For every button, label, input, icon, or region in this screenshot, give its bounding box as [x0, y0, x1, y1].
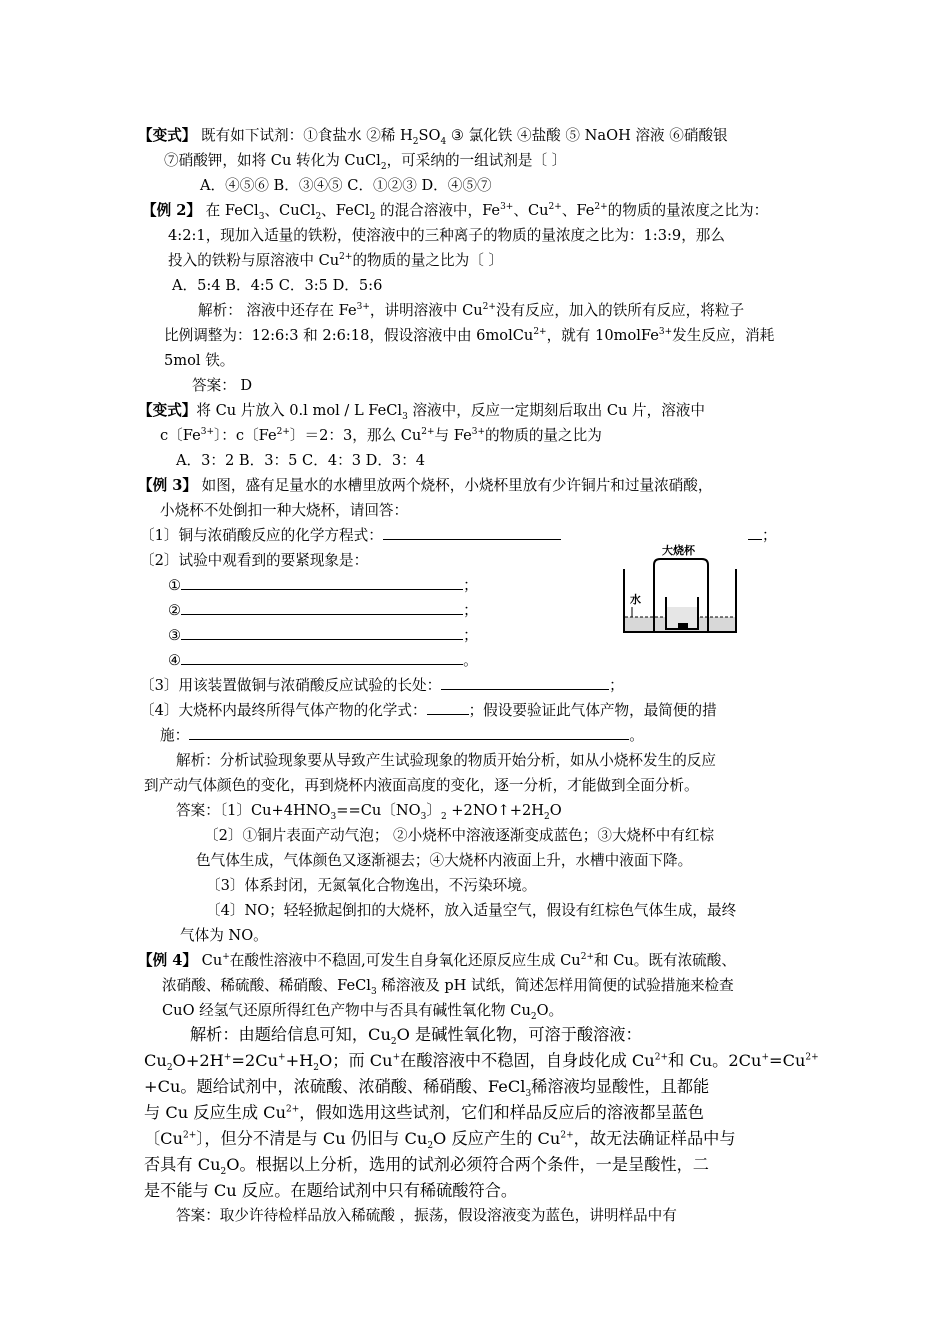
big-beaker-label: 大烧杯 — [662, 544, 695, 557]
example-3-answer-3: 〔3〕体系封闭，无氮氧化合物逸出，不污染环境。 — [206, 877, 537, 894]
answer-blank — [181, 601, 463, 615]
example-2-line-1: 【例 2】 在 FeCl$_3$、CuCl$_2$、FeCl$_2$ 的混合溶液中，$Fe^{3+}$、$Cu^{2+}$、$Fe^{2+}$的物质的量浓度之比为： — [142, 202, 769, 222]
answer-blank — [427, 701, 469, 715]
example-3-question-1-end: ； — [748, 526, 777, 546]
example-3-question-1: 〔1〕铜与浓硝酸反应的化学方程式： — [140, 526, 561, 546]
example-2-line-2: 4:2:1，现加入适量的铁粉，使溶液中的三种离子的物质的量浓度之比为：1:3:9，那么 — [168, 227, 725, 244]
example-2-analysis-1: 解析： 溶液中还存在 $Fe^{3+}$，讲明溶液中 $Cu^{2+}$没有反应，加入的铁所有反应，将粒子 — [198, 302, 745, 319]
variant-1-line-1: 【变式】 既有如下试剂：①食盐水 ②稀 $H_2SO_4$ ③ 氯化铁 ④盐酸 ⑤ NaOH 溶液 ⑥硝酸银 — [138, 127, 728, 147]
answer-blank — [181, 576, 463, 590]
example-3-item-1: ① ； — [168, 577, 478, 594]
answer-blank — [189, 726, 629, 740]
example-3-answer-1: 答案：〔1〕$Cu+4HNO_3==Cu$〔$NO_3$〕$_2 +2NO↑+2H_2O$ — [176, 802, 562, 822]
example-3-answer-4: 〔4〕NO；轻轻掀起倒扣的大烧杯，放入适量空气，假设有红棕色气体生成，最终 — [206, 902, 737, 919]
answer-blank — [181, 651, 463, 665]
example-4-analysis-3: +Cu。题给试剂中，浓硫酸、浓硝酸、稀硝酸、FeCl$_3$稀溶液均显酸性，且都能 — [144, 1077, 710, 1100]
example-3-answer-2-cont: 色气体生成，气体颜色又逐渐褪去；④大烧杯内液面上升，水槽中液面下降。 — [196, 852, 693, 869]
example-4-analysis-4: 与 Cu 反应生成 $Cu^{2+}$，假如选用这些试剂，它们和样品反应后的溶液都呈蓝色 — [144, 1103, 704, 1122]
answer-blank — [441, 676, 609, 690]
example-3-question-2: 〔2〕试验中观看到的要紧现象是： — [140, 552, 369, 569]
example-4-line-1: 【例 4】 Cu+在酸性溶液中不稳固,可发生自身氧化还原反应生成 $Cu^{2+}$和 Cu。既有浓硫酸、 — [138, 952, 736, 969]
example-3-answer-4-cont: 气体为 NO。 — [180, 927, 268, 944]
example-4-line-3: CuO 经氢气还原所得红色产物中与否具有碱性氧化物 $Cu_2O$。 — [162, 1002, 564, 1022]
variant-1-line-2: ⑦硝酸钾，如将 Cu 转化为 CuCl$_2$，可采纳的一组试剂是〔 〕 — [164, 152, 567, 172]
variant-2-line-1: 【变式】将 Cu 片放入 0.l mol / L FeCl$_3$ 溶液中，反应一定期刻后取出 Cu 片，溶液中 — [138, 402, 705, 422]
example-4-analysis-1: 解析：由题给信息可知，$Cu_2O$ 是碱性氧化物，可溶于酸溶液： — [190, 1025, 642, 1048]
water-label: 水 — [630, 593, 641, 606]
example-3-question-3: 〔3〕用该装置做铜与浓硝酸反应试验的长处： ； — [140, 677, 624, 694]
variant-1-options: A．④⑤⑥ B．③④⑤ C．①②③ D．④⑤⑦ — [200, 177, 492, 194]
variant-2-line-2: c〔$Fe^{3+}$〕：c〔$Fe^{2+}$〕＝2：3，那么 $Cu^{2+}$与 $Fe^{3+}$的物质的量之比为 — [160, 427, 602, 444]
example-3-question-4-cont: 施： 。 — [160, 727, 644, 744]
variant-2-options: A．3：2 B．3：5 C．4：3 D．3：4 — [176, 452, 426, 469]
example-4-analysis-6: 否具有 $Cu_2O$。根据以上分析，选用的试剂必须符合两个条件，一是呈酸性，二 — [144, 1155, 709, 1178]
example-2-answer: 答案： D — [192, 377, 253, 394]
example-4-analysis-2: $Cu_2O+2H^+=2Cu^++H_2O$；而 Cu+在酸溶液中不稳固，自身歧化成 $Cu^{2+}$和 Cu。$2Cu^+=Cu^{2+}$ — [144, 1051, 819, 1074]
example-2-analysis-3: 5mol 铁。 — [164, 352, 235, 369]
example-3-item-3: ③ ； — [168, 627, 478, 644]
answer-blank — [181, 626, 463, 640]
example-2-options: A．5:4 B．4:5 C．3:5 D．5:6 — [172, 277, 383, 294]
beaker-apparatus-figure — [620, 537, 740, 637]
example-4-answer: 答案：取少许待检样品放入稀硫酸 ，振荡，假设溶液变为蓝色，讲明样品中有 — [176, 1207, 677, 1224]
example-3-item-4: ④ 。 — [168, 652, 478, 669]
answer-blank — [748, 526, 762, 540]
example-3-question-4: 〔4〕大烧杯内最终所得气体产物的化学式： ；假设要验证此气体产物，最简便的措 — [140, 702, 717, 719]
example-2-analysis-2: 比例调整为：12:6:3 和 2:6:18，假设溶液中由 6molCu$^{2+}$，就有 10molFe$^{3+}$发生反应，消耗 — [164, 327, 775, 344]
example-3-item-2: ② ； — [168, 602, 478, 619]
copper-piece — [678, 623, 688, 628]
example-2-line-3: 投入的铁粉与原溶液中 $Cu^{2+}$的物质的量之比为〔 〕 — [168, 252, 504, 269]
example-3-answer-2: 〔2〕①铜片表面产动气泡； ②小烧杯中溶液逐渐变成蓝色；③大烧杯中有红棕 — [204, 827, 715, 844]
answer-blank — [383, 526, 561, 540]
example-3-line-1: 【例 3】 如图，盛有足量水的水槽里放两个烧杯，小烧杯里放有少许铜片和过量浓硝酸， — [138, 477, 713, 494]
example-4-analysis-5: 〔$Cu^{2+}$〕，但分不清是与 Cu 仍旧与 $Cu_2O$ 反应产生的 $Cu^{2+}$，故无法确证样品中与 — [144, 1129, 736, 1152]
example-4-line-2: 浓硝酸、稀硫酸、稀硝酸、FeCl$_3$ 稀溶液及 pH 试纸，简述怎样用简便的试验措施来检查 — [162, 977, 734, 997]
example-4-analysis-7: 是不能与 Cu 反应。在题给试剂中只有稀硫酸符合。 — [144, 1181, 518, 1200]
example-3-analysis-2: 到产动气体颜色的变化，再到烧杯内液面高度的变化，逐一分析，才能做到全面分析。 — [144, 777, 699, 794]
example-3-analysis-1: 解析：分析试验现象要从导致产生试验现象的物质开始分析，如从小烧杯发生的反应 — [176, 752, 716, 769]
example-3-line-2: 小烧杯不处倒扣一种大烧杯，请回答： — [160, 502, 409, 519]
